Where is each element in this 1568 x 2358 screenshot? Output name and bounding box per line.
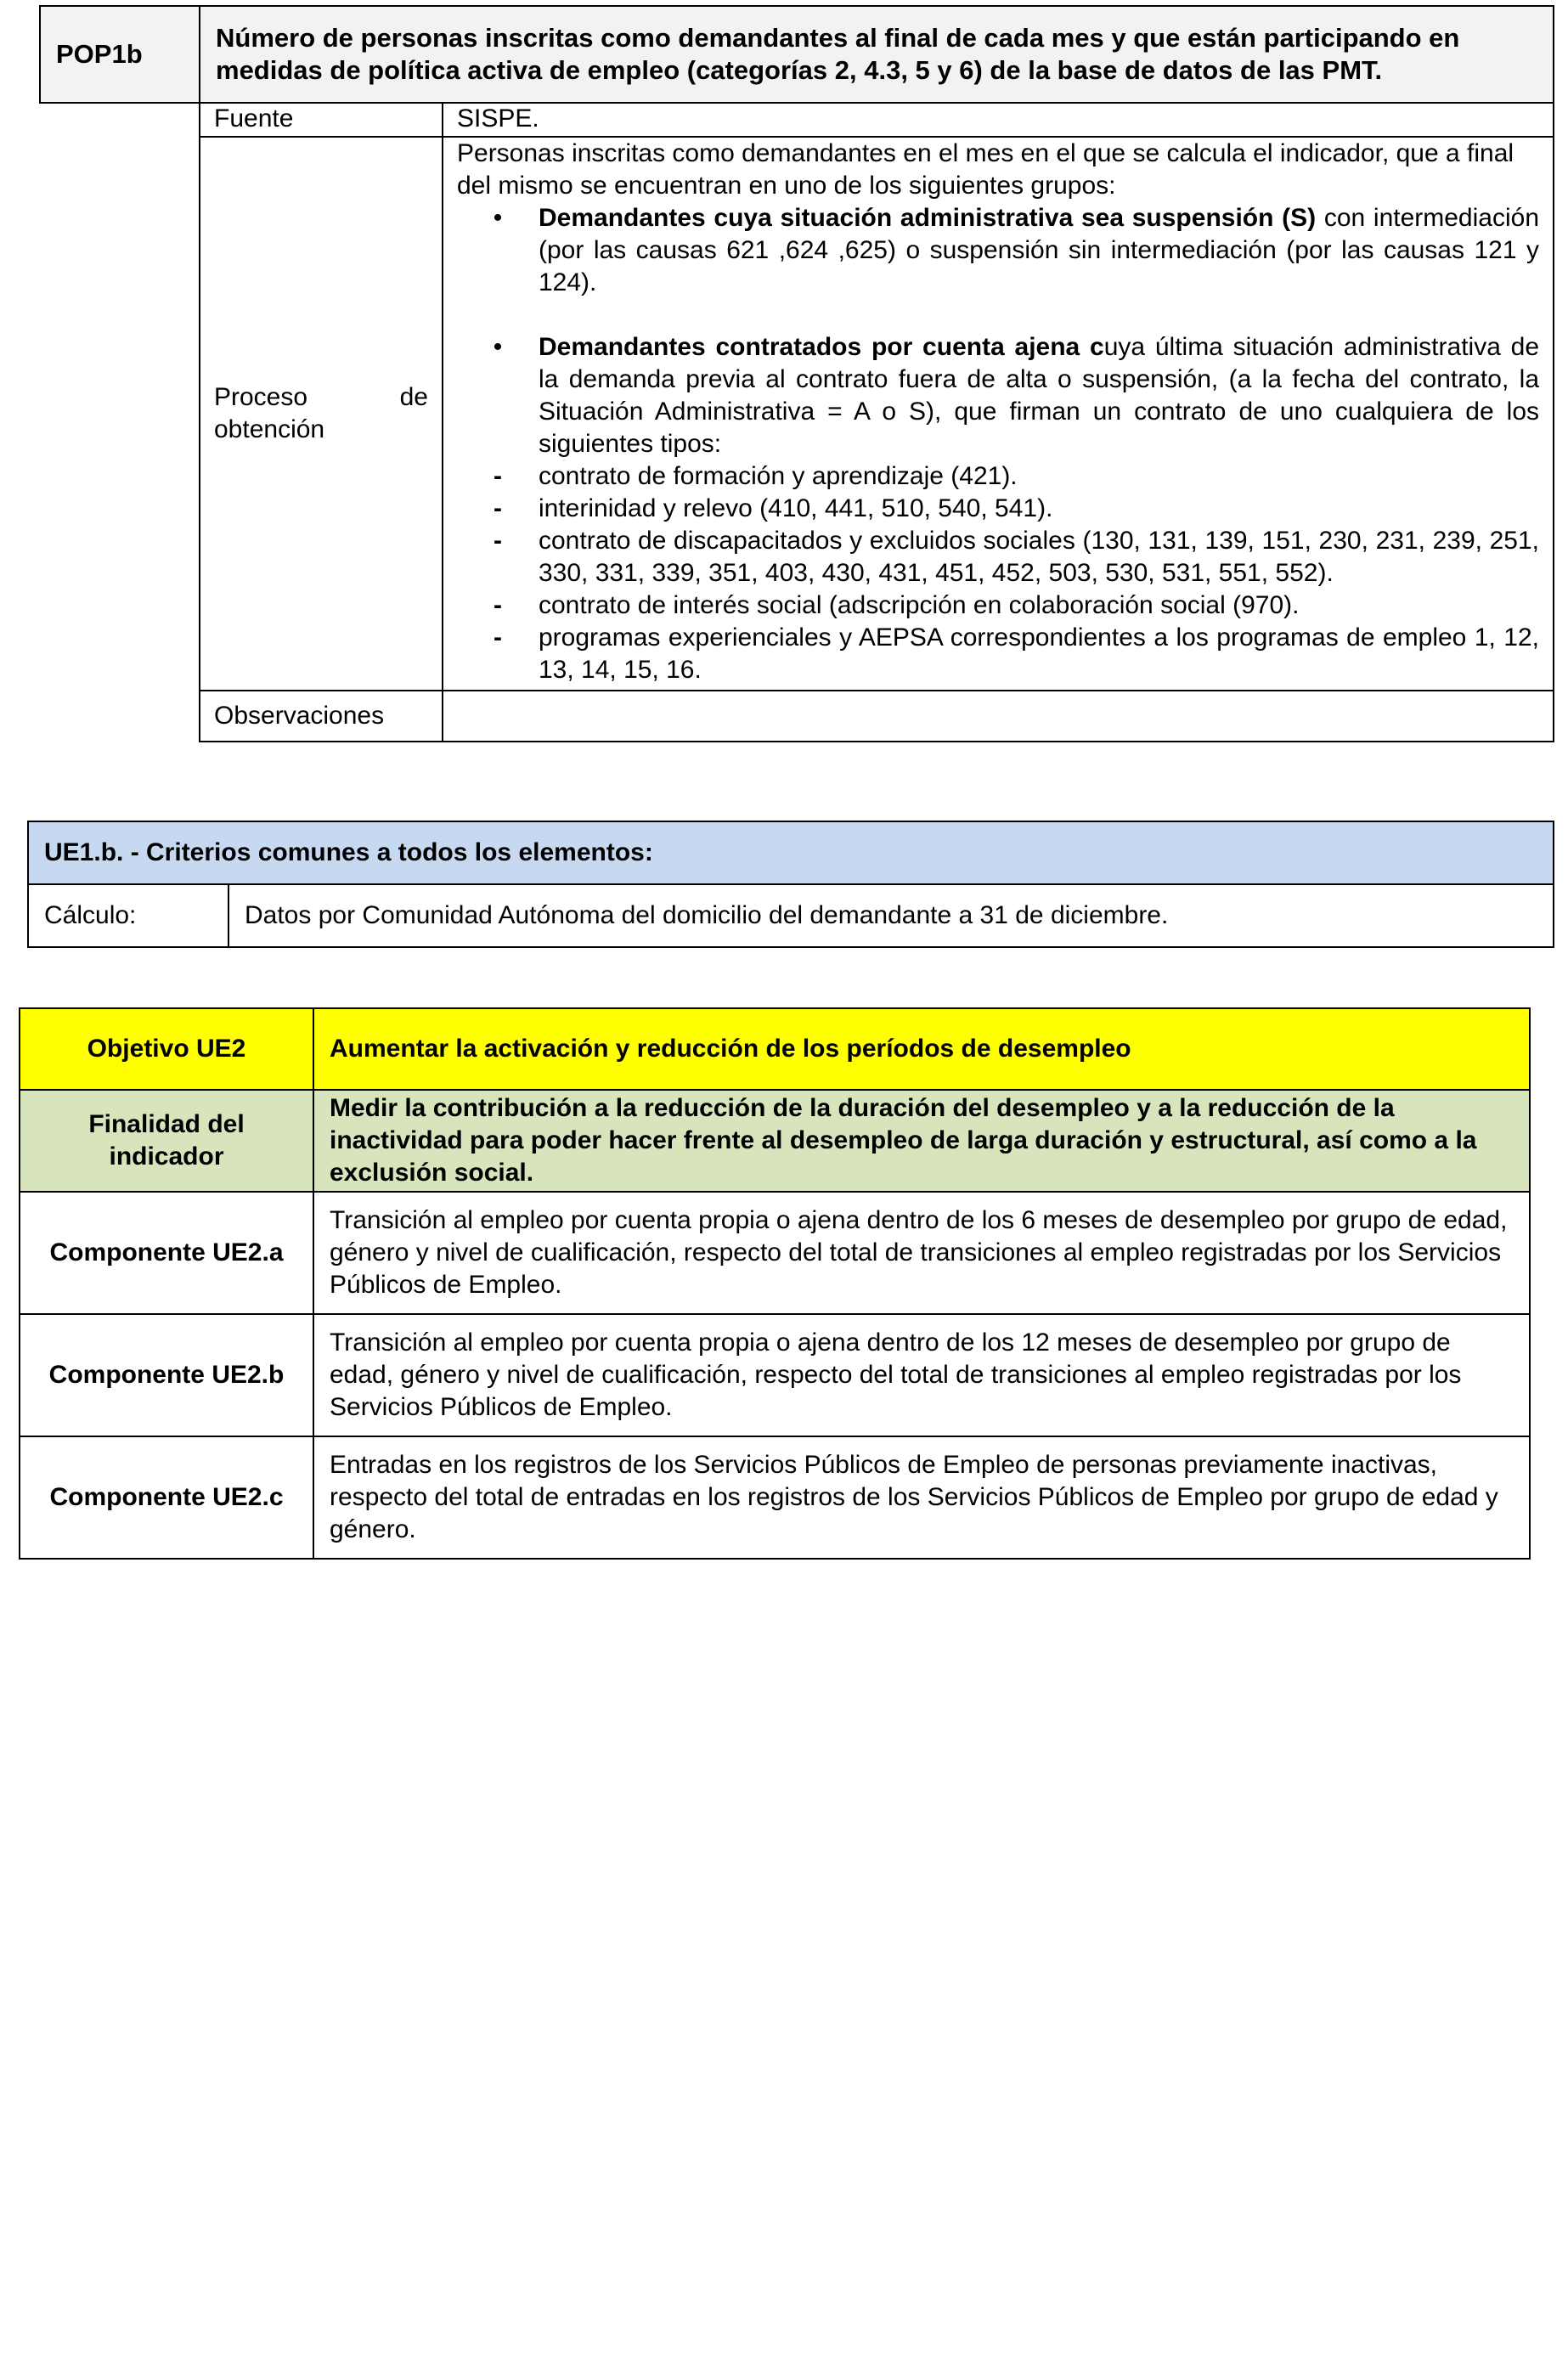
calculo-value: Datos por Comunidad Autónoma del domicilio del demandante a 31 de diciembre. <box>228 884 1554 947</box>
proceso-label-obtencion: obtención <box>214 415 325 443</box>
dash-text: programas experienciales y AEPSA correspondientes a los programas de empleo 1, 12, 13, 14, 15, 16. <box>539 623 1540 684</box>
componente-value: Entradas en los registros de los Servicios Públicos de Empleo de personas previamente inactivas, respecto del total de entradas en los registros de los Servicios Públicos de Empleo por grupo de edad y género. <box>313 1436 1530 1559</box>
proceso-label-cell <box>200 137 443 691</box>
dash-text: interinidad y relevo (410, 441, 510, 540, 541). <box>539 494 1053 522</box>
proceso-label-line <box>214 381 428 414</box>
pop1b-table <box>39 5 1554 742</box>
componente-label: Componente UE2.c <box>20 1436 313 1559</box>
dash-text: contrato de interés social (adscripción en colaboración social (970). <box>539 591 1300 619</box>
dash-icon: - <box>494 623 502 652</box>
ue2-table <box>19 1007 1531 1560</box>
dash-icon: - <box>494 527 502 555</box>
bullet-item <box>457 331 1539 460</box>
bullet-bold: Demandantes contratados por cuenta ajena c <box>539 333 1104 361</box>
proceso-content <box>443 137 1554 691</box>
componente-label: Componente UE2.a <box>20 1192 313 1314</box>
bullet-rest: uya última situación administrativa de la demanda previa al contrato fuera de alta o suspensión, (a la fecha del contrato, la Situación Administrativa = A o S), que firman un contrato de uno cualquiera de los siguientes tipos: <box>539 333 1540 458</box>
proceso-intro: Personas inscritas como demandantes en el mes en el que se calcula el indicador, que a final del mismo se encuentran en uno de los siguientes grupos: <box>457 139 1514 200</box>
objetivo-value: Aumentar la activación y reducción de los períodos de desempleo <box>313 1008 1530 1090</box>
componente-label: Componente UE2.b <box>20 1314 313 1436</box>
dash-text: contrato de discapacitados y excluidos sociales (130, 131, 139, 151, 230, 231, 239, 251, 330, 331, 339, 351, 403, 430, 431, 451, 452, 503, 530, 531, 551, 552). <box>539 527 1540 587</box>
indicator-code: POP1b <box>40 6 200 103</box>
bullet-bold: Demandantes cuya situación administrativa sea suspensión (S) <box>539 204 1317 232</box>
spacer <box>457 299 1539 331</box>
dash-icon: - <box>494 591 502 619</box>
proceso-label-de: de <box>399 383 428 411</box>
dash-text: contrato de formación y aprendizaje (421). <box>539 462 1018 490</box>
dash-item <box>457 460 1539 493</box>
dash-item <box>457 493 1539 525</box>
ue1b-table <box>27 821 1554 948</box>
bullet-icon: • <box>493 204 503 232</box>
fuente-label: Fuente <box>200 103 443 137</box>
dash-item <box>457 622 1539 686</box>
bullet-icon: • <box>493 333 503 361</box>
bullet-text <box>539 331 1539 460</box>
indicator-title: Número de personas inscritas como demandantes al final de cada mes y que están participando en medidas de política activa de empleo (categorías 2, 4.3, 5 y 6) de la base de datos de las PMT. <box>200 6 1554 103</box>
objetivo-label: Objetivo UE2 <box>20 1008 313 1090</box>
finalidad-value: Medir la contribución a la reducción de la duración del desempleo y a la reducción de la inactividad para poder hacer frente al desempleo de larga duración y estructural, así como a la exclusión social. <box>313 1090 1530 1192</box>
dash-item <box>457 525 1539 590</box>
observaciones-label: Observaciones <box>200 691 443 742</box>
fuente-value: SISPE. <box>443 103 1554 137</box>
dash-icon: - <box>494 494 502 522</box>
componente-value: Transición al empleo por cuenta propia o ajena dentro de los 12 meses de desempleo por grupo de edad, género y nivel de cualificación, respecto del total de transiciones al empleo registradas por los Servicios Públicos de Empleo. <box>313 1314 1530 1436</box>
dash-icon: - <box>494 462 502 490</box>
bullet-rest: con intermediación (por las causas 621 ,624 ,625) o suspensión sin intermediación (por las causas 121 y 124). <box>539 204 1540 296</box>
proceso-label-word: Proceso <box>214 383 308 411</box>
ue1b-header: UE1.b. - Criterios comunes a todos los elementos: <box>28 821 1554 884</box>
finalidad-label: Finalidad del indicador <box>20 1090 313 1192</box>
calculo-label: Cálculo: <box>28 884 228 947</box>
observaciones-value <box>443 691 1554 742</box>
bullet-item <box>457 202 1539 299</box>
bullet-text <box>539 202 1539 299</box>
dash-item <box>457 590 1539 622</box>
blank-left-margin <box>40 103 200 742</box>
componente-value: Transición al empleo por cuenta propia o ajena dentro de los 6 meses de desempleo por grupo de edad, género y nivel de cualificación, respecto del total de transiciones al empleo registradas por los Servicios Públicos de Empleo. <box>313 1192 1530 1314</box>
